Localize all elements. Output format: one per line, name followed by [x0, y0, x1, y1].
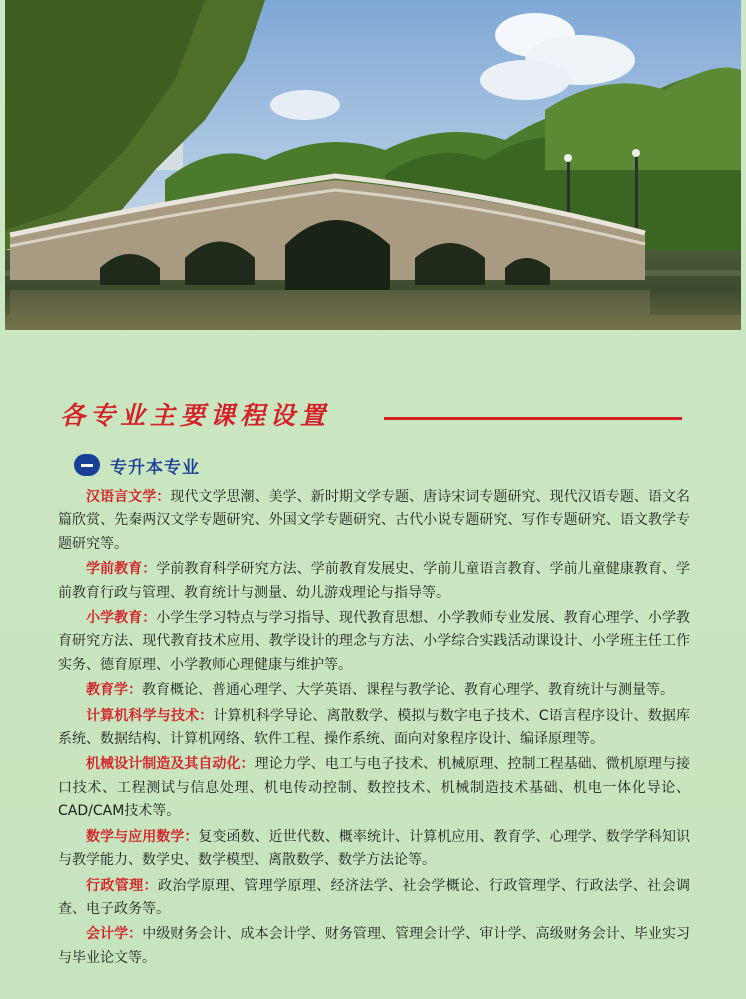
major-label: 机械设计制造及其自动化：: [86, 756, 255, 773]
major-paragraph-mechanical: [58, 753, 690, 823]
major-courses: 复变函数、近世代数、概率统计、计算机应用、教育学、心理学、数学学科知识与教学能力、数学史、数学模型、离散数学、数学方法论等。: [58, 828, 691, 869]
majors-list: [58, 486, 690, 972]
title-rule: [384, 417, 682, 420]
bridge-photo: [5, 0, 741, 330]
major-courses: 现代文学思潮、美学、新时期文学专题、唐诗宋词专题研究、现代汉语专题、语文名篇欣赏、先秦两汉文学专题研究、外国文学专题研究、古代小说专题研究、写作专题研究、语文教学专题研究等。: [58, 489, 691, 552]
major-paragraph-primary: [58, 607, 690, 677]
major-courses: 学前教育科学研究方法、学前教育发展史、学前儿童语言教育、学前儿童健康教育、学前教育行政与管理、教育统计与测量、幼儿游戏理论与指导等。: [58, 561, 691, 601]
major-paragraph-accounting: [58, 923, 690, 970]
major-label: 行政管理：: [86, 877, 158, 894]
major-courses: 小学生学习特点与学习指导、现代教育思想、小学教师专业发展、教育心理学、小学教育研究方法、现代教育技术应用、教学设计的理念与方法、小学综合实践活动课设计、小学班主任工作实务、德育原理、小学教师心理健康与维护等。: [58, 610, 691, 673]
number-one-badge-icon: [74, 454, 100, 476]
major-courses: 计算机科学导论、离散数学、模拟与数字电子技术、C语言程序设计、数据库系统、数据结构、计算机网络、软件工程、操作系统、面向对象程序设计、编译原理等。: [58, 707, 691, 748]
major-paragraph-preschool: [58, 558, 690, 605]
major-paragraph-computer: [58, 705, 690, 752]
major-courses: 理论力学、电工与电子技术、机械原理、控制工程基础、微机原理与接口技术、工程测试与信息处理、机电传动控制、数控技术、机械制造技术基础、机电一体化导论、CAD/CAM技术等。: [58, 756, 691, 820]
major-courses: 中级财务会计、成本会计学、财务管理、管理会计学、审计学、高级财务会计、毕业实习与毕业论文等。: [58, 926, 691, 966]
section-title: 各专业主要课程设置: [60, 401, 331, 430]
major-paragraph-chinese: [58, 486, 690, 556]
major-paragraph-admin: [58, 875, 690, 922]
major-label: 计算机科学与技术：: [86, 707, 214, 724]
major-label: 学前教育：: [86, 561, 157, 578]
sub-heading: [74, 452, 200, 478]
major-label: 数学与应用数学：: [86, 828, 199, 845]
major-label: 会计学：: [86, 926, 143, 943]
major-courses: 政治学原理、管理学原理、经济法学、社会学概论、行政管理学、行政法学、社会调查、电子政务等。: [58, 877, 690, 917]
major-label: 汉语言文学：: [86, 489, 171, 505]
major-label: 小学教育：: [86, 610, 157, 627]
major-paragraph-math: [58, 826, 690, 873]
major-courses: 教育概论、普通心理学、大学英语、课程与教学论、教育心理学、教育统计与测量等。: [142, 682, 674, 699]
major-paragraph-education: [58, 679, 690, 702]
major-label: 教育学：: [86, 682, 142, 699]
sub-heading-text: 专升本专业: [110, 457, 200, 478]
